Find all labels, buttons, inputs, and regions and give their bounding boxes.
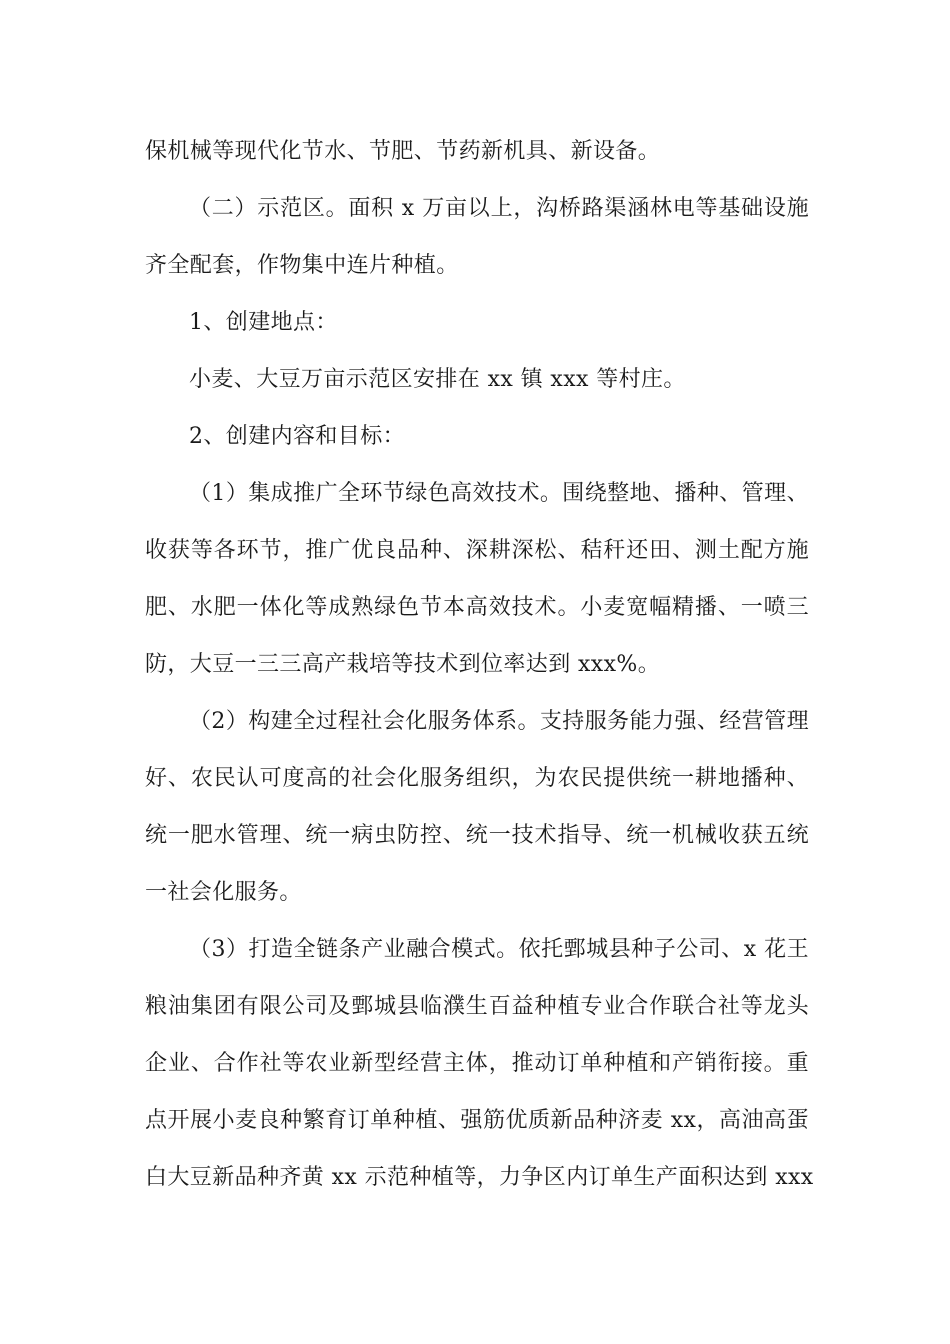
body-text xyxy=(145,128,814,1211)
text-line: 统一肥水管理、统一病虫防控、统一技术指导、统一机械收获五统 xyxy=(145,823,809,848)
text-line: 好、农民认可度高的社会化服务组织，为农民提供统一耕地播种、 xyxy=(145,766,809,791)
text-line: 肥、水肥一体化等成熟绿色节本高效技术。小麦宽幅精播、一喷三 xyxy=(145,595,809,620)
text-line: 粮油集团有限公司及鄄城县临濮生百益种植专业合作联合社等龙头 xyxy=(145,994,809,1019)
text-line: 企业、合作社等农业新型经营主体，推动订单种植和产销衔接。重 xyxy=(145,1051,809,1076)
subheading-location: 1、创建地点： xyxy=(189,310,338,335)
subheading-content-goals: 2、创建内容和目标： xyxy=(189,424,405,449)
section-heading-demo-zone: （二）示范区。面积 x 万亩以上，沟桥路渠涵林电等基础设施 xyxy=(189,196,809,221)
text-line: 齐全配套，作物集中连片种植。 xyxy=(145,253,459,278)
item-2-heading: （2）构建全过程社会化服务体系。支持服务能力强、经营管理 xyxy=(189,709,809,734)
text-line: 防，大豆一三三高产栽培等技术到位率达到 xxx%。 xyxy=(145,652,661,677)
text-line: 白大豆新品种齐黄 xx 示范种植等，力争区内订单生产面积达到 xxx xyxy=(145,1165,814,1190)
text-line: 小麦、大豆万亩示范区安排在 xx 镇 xxx 等村庄。 xyxy=(189,367,686,392)
text-line: 保机械等现代化节水、节肥、节药新机具、新设备。 xyxy=(145,139,661,164)
item-3-heading: （3）打造全链条产业融合模式。依托鄄城县种子公司、x 花王 xyxy=(189,937,809,962)
text-line: 一社会化服务。 xyxy=(145,880,302,905)
text-line: 点开展小麦良种繁育订单种植、强筋优质新品种济麦 xx，高油高蛋 xyxy=(145,1108,809,1133)
text-line: 收获等各环节，推广优良品种、深耕深松、秸秆还田、测土配方施 xyxy=(145,538,809,563)
item-1-heading: （1）集成推广全环节绿色高效技术。围绕整地、播种、管理、 xyxy=(189,481,809,506)
